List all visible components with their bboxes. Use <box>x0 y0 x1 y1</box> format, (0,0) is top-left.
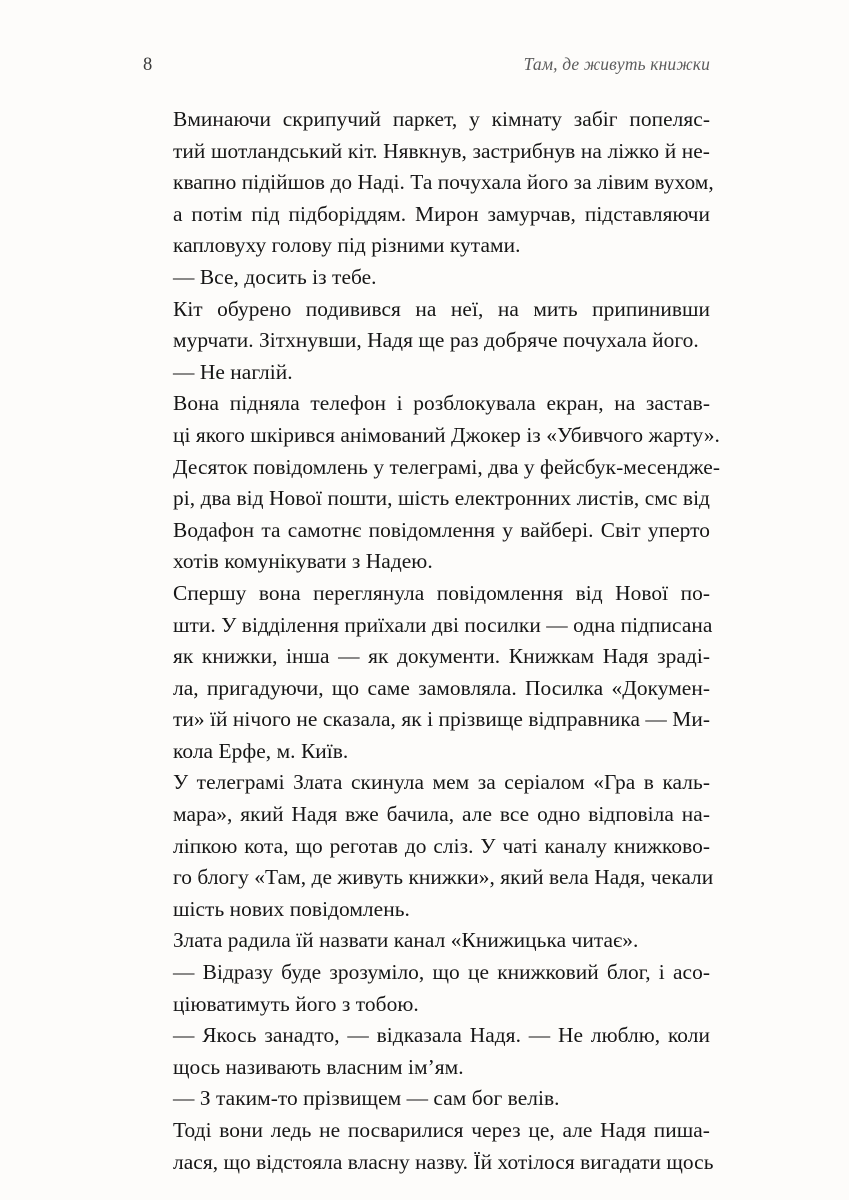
text-line: тий шотландський кіт. Нявкнув, застрибнув на ліжко й не- <box>173 138 710 163</box>
text-line: Водафон та самотнє повідомлення у вайбері. Світ уперто <box>173 517 710 542</box>
text-line: — Все, досить із тебе. <box>173 264 377 289</box>
paragraph <box>143 925 710 957</box>
paragraph <box>143 578 713 768</box>
text-line: Тоді вони ледь не посварилися через це, але Надя пиша- <box>173 1118 710 1142</box>
text-line: квапно підійшов до Наді. Та почухала його за лівим вухом, <box>173 170 714 195</box>
paragraph <box>143 388 720 578</box>
paragraph <box>143 1083 710 1115</box>
text-line: як книжки, інша — як документи. Книжкам Надя зраді- <box>173 644 710 669</box>
paragraph <box>143 1115 714 1178</box>
page-number: 8 <box>143 55 153 75</box>
paragraph <box>143 262 710 294</box>
text-line: лася, що відстояла власну назву. Їй хотілося вигадати щось <box>173 1149 714 1174</box>
text-line: ліпкою кота, що реготав до сліз. У чаті каналу книжково- <box>173 833 710 858</box>
paragraph <box>143 104 714 262</box>
body-text <box>143 104 720 1178</box>
text-line: шти. У відділення приїхали дві посилки — одна підписана <box>173 612 713 637</box>
text-line: капловуху голову під різними кутами. <box>173 233 521 258</box>
text-line: — Відразу буде зрозуміло, що це книжковий блог, і асо- <box>173 960 710 985</box>
text-line: У телеграмі Злата скинула мем за серіалом «Гра в каль- <box>173 770 710 795</box>
text-line: — З таким-то прізвищем — сам бог велів. <box>173 1086 560 1111</box>
text-line: шість нових повідомлень. <box>173 896 410 921</box>
text-line: ти» їй нічого не сказала, як і прізвище відправника — Ми- <box>173 707 710 732</box>
text-line: кола Ерфе, м. Київ. <box>173 738 349 763</box>
paragraph <box>143 294 710 357</box>
text-line: а потім під підборіддям. Мирон замурчав, підставляючи <box>173 201 710 226</box>
text-line: Злата радила їй назвати канал «Книжицька читає». <box>173 928 639 953</box>
paragraph <box>143 957 710 1020</box>
paragraph <box>143 767 714 925</box>
paragraph <box>143 1020 710 1083</box>
text-line: рі, два від Нової пошти, шість електронних листів, смс від <box>173 486 710 511</box>
running-title: Там, де живуть книжки <box>523 54 710 74</box>
text-line: Вона підняла телефон і розблокувала екран, на застав- <box>173 391 710 416</box>
text-line: — Не наглій. <box>173 359 293 384</box>
text-line: Кіт обурено подивився на неї, на мить припинивши <box>173 296 710 321</box>
text-line: щось називають власним ім’ям. <box>173 1054 464 1079</box>
text-line: ціюватимуть його з тобою. <box>173 991 419 1016</box>
text-line: — Якось занадто, — відказала Надя. — Не люблю, коли <box>173 1023 710 1048</box>
text-line: ці якого шкірився анімований Джокер із «Убивчого жарту». <box>173 422 720 447</box>
text-line: Спершу вона переглянула повідомлення від Нової по- <box>173 580 710 605</box>
text-line: мара», який Надя вже бачила, але все одно відповіла на- <box>173 802 710 827</box>
text-line: го блогу «Там, де живуть книжки», який вела Надя, чекали <box>173 865 714 890</box>
text-line: хотів комунікувати з Надею. <box>173 549 433 574</box>
paragraph <box>143 357 710 389</box>
text-line: ла, пригадуючи, що саме замовляла. Посилка «Докумен- <box>173 675 710 700</box>
text-line: мурчати. Зітхнувши, Надя ще раз добряче почухала його. <box>173 328 699 353</box>
text-line: Десяток повідомлень у телеграмі, два у фейсбук-месендже- <box>173 454 720 479</box>
text-line: Вминаючи скрипучий паркет, у кімнату забіг попеляс- <box>173 107 710 131</box>
running-head <box>143 54 710 80</box>
